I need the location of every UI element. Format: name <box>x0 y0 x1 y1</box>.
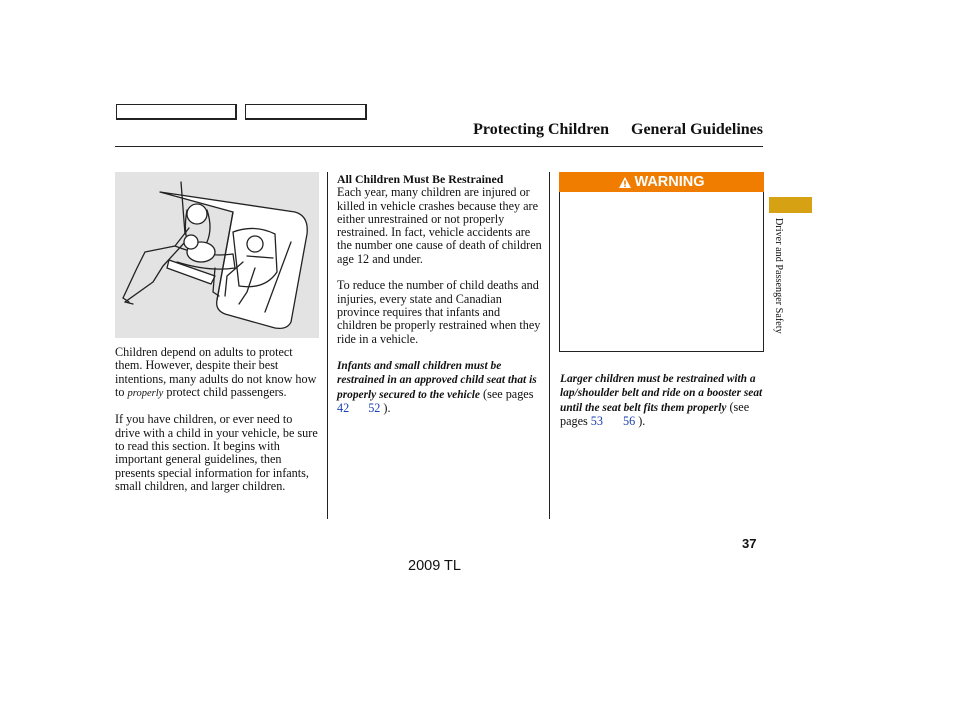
intro-paragraph-1 <box>115 346 320 400</box>
restraint-paragraph-2: To reduce the number of child deaths and injuries, every state and Canadian province requires that infants and children be properly restrained when they ride in a vehicle. <box>337 278 541 346</box>
warning-box <box>559 192 764 352</box>
ref-suffix: ). <box>380 401 391 416</box>
nav-box-prev[interactable] <box>116 104 237 120</box>
page-link-56[interactable]: 56 <box>622 413 636 428</box>
title-section: Protecting Children <box>473 121 609 138</box>
warning-header <box>559 172 764 192</box>
restraint-paragraph-1: Each year, many children are injured or killed in vehicle crashes because they are either unrestrained or not properly restrained. In fact, vehicle accidents are the number one cause of death of children age 12 and under. <box>337 185 542 266</box>
intro-column <box>115 346 320 493</box>
header-divider <box>115 146 763 147</box>
section-heading: All Children Must Be Restrained <box>337 172 504 186</box>
section-tab[interactable] <box>769 197 812 213</box>
section-label: Driver and Passenger Safety <box>773 218 784 334</box>
child-seat-drawing <box>115 172 319 338</box>
column-divider-2 <box>549 172 550 519</box>
intro-text-b: protect child passengers. <box>163 384 287 399</box>
restraint-section <box>337 173 543 266</box>
page-title <box>473 121 763 139</box>
larger-children-paragraph <box>560 372 764 428</box>
page-link-52[interactable]: 52 <box>368 401 381 416</box>
page-link-42[interactable]: 42 <box>337 401 350 416</box>
larger-children-column <box>560 372 764 428</box>
restraint-column <box>337 173 543 415</box>
infant-rule: Infants and small children must be restrained in an approved child seat that is properly secured to the vehicle <box>337 360 537 401</box>
page-link-53[interactable]: 53 <box>590 413 603 428</box>
intro-text-a: Children depend on adults to protect them. However, despite their best intentions, many adults do not know how to <box>115 345 317 399</box>
page-number: 37 <box>742 536 757 551</box>
footer-model: 2009 TL <box>408 558 461 574</box>
title-subsection: General Guidelines <box>631 121 763 138</box>
restraint-paragraph-3 <box>337 359 543 415</box>
nav-box-next[interactable] <box>245 104 367 120</box>
intro-emphasis: properly <box>127 387 164 399</box>
warning-triangle-icon <box>618 176 632 189</box>
ref-prefix-2: (see pages <box>560 399 750 428</box>
warning-label: WARNING <box>634 174 705 190</box>
ref-suffix-2: ). <box>635 413 646 428</box>
ref-prefix: (see pages <box>479 386 534 401</box>
intro-paragraph-2: If you have children, or ever need to drive with a child in your vehicle, be sure to read this section. It begins with important general guidelines, then presents special information for infants, small children, and larger children. <box>115 412 318 493</box>
child-seat-illustration <box>115 172 319 338</box>
column-divider-1 <box>327 172 328 519</box>
booster-rule: Larger children must be restrained with a lap/shoulder belt and ride on a booster seat until the seat belt fits them properly <box>560 373 763 414</box>
